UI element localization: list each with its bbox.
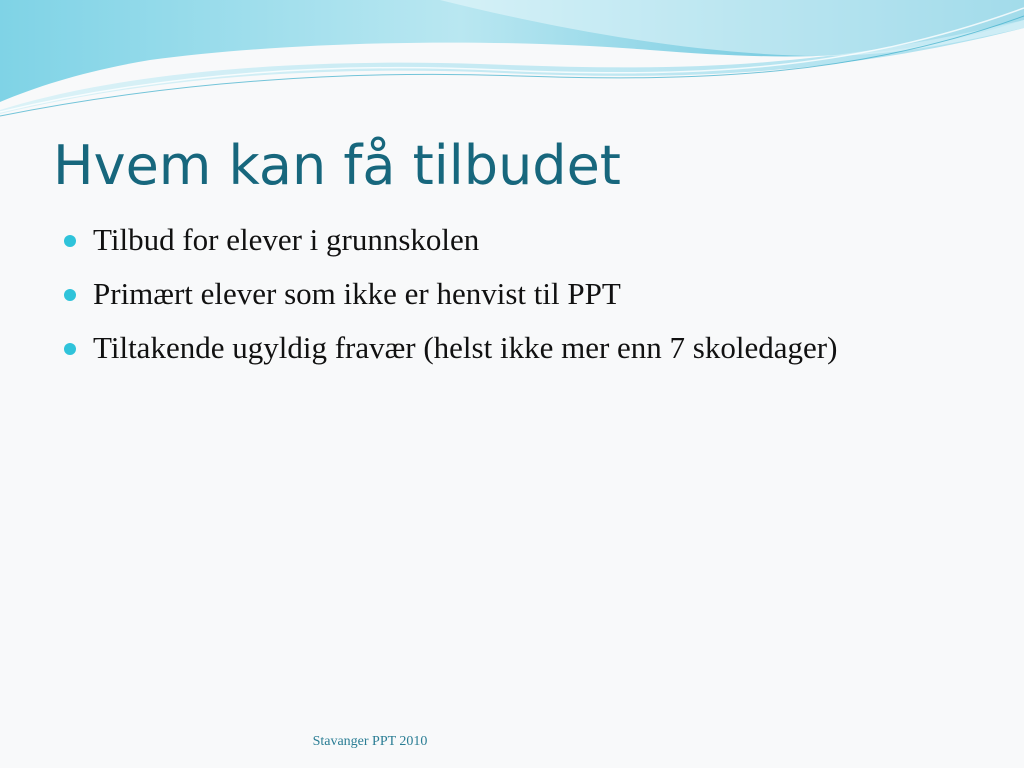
bullet-item: [64, 222, 864, 258]
bullet-text: Primært elever som ikke er henvist til PPT: [93, 276, 621, 311]
bullet-dot-icon: [64, 343, 76, 355]
bullet-list: [64, 222, 864, 384]
slide-footer: Stavanger PPT 2010: [312, 734, 428, 749]
bullet-dot-icon: [64, 289, 76, 301]
slide-title: Hvem kan få tilbudet: [53, 134, 621, 197]
bullet-dot-icon: [64, 235, 76, 247]
header-wave-decoration: [0, 0, 1024, 120]
bullet-text: Tiltakende ugyldig fravær (helst ikke mer enn 7 skoledager): [93, 330, 838, 365]
bullet-text: Tilbud for elever i grunnskolen: [93, 222, 480, 257]
bullet-item: [64, 330, 864, 366]
bullet-item: [64, 276, 864, 312]
